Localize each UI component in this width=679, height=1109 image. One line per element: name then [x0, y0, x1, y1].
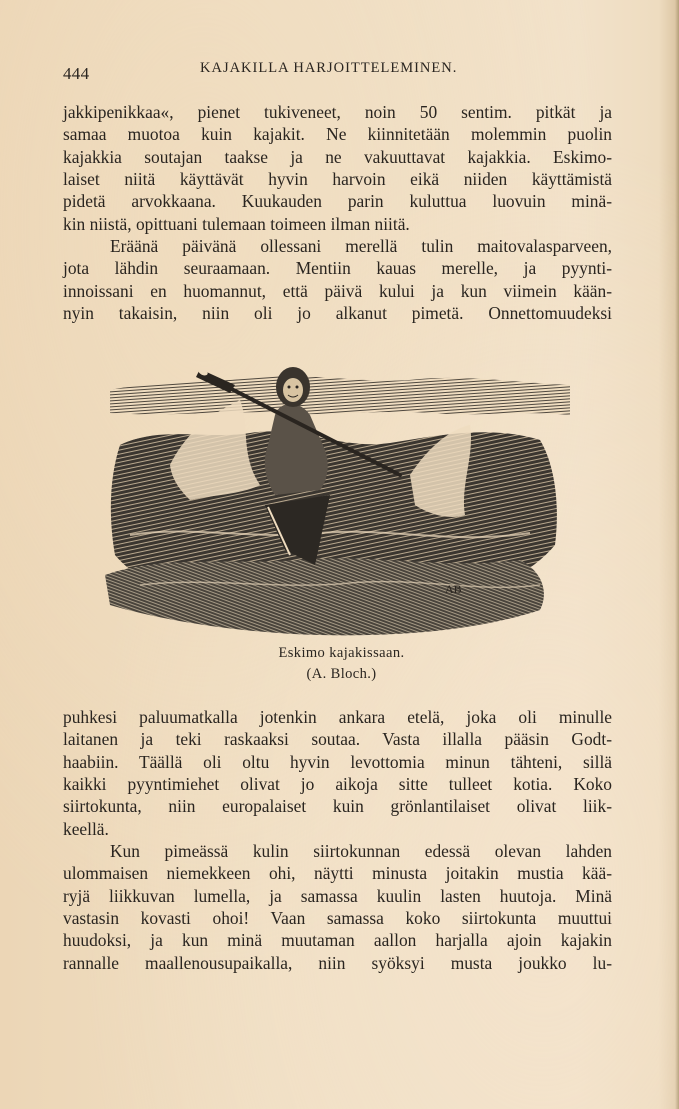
text-line: samaa muotoa kuin kajakit. Ne kiinnitetään molemmin puolin [63, 124, 612, 145]
figure-caption: Eskimo kajakissaan. [278, 645, 405, 661]
text-line: kajakkia soutajan taakse ja ne vakuuttavat kajakkia. Eskimo- [63, 146, 612, 167]
text-line: puhkesi paluumatkalla jotenkin ankara etelä, joka oli minulle [63, 707, 612, 727]
text-line: ulommaisen niemekkeen ohi, näytti minusta joitakin mustia kää- [63, 863, 612, 884]
artist-signature: AB [445, 582, 462, 596]
text-line: kaikki pyyntimiehet olivat jo aikoja sitte tulleet kotia. Koko [63, 774, 612, 795]
text-line: kin niistä, opittuani tulemaan toimeen ilman niitä. [63, 213, 410, 234]
text-line: huudoksi, ja kun minä muutaman aallon harjalla ajoin kajakin [63, 930, 612, 951]
text-line: keellä. [63, 818, 109, 839]
page-edge [675, 0, 679, 1109]
text-line: laiset niitä käyttävät hyvin harvoin eikä niiden käyttämistä [63, 169, 612, 190]
page-number: 444 [63, 64, 90, 83]
text-line: pidetä arvokkaana. Kuukauden parin kuluttua luovuin minä- [63, 191, 612, 212]
paragraph-block-bottom [63, 706, 612, 974]
engraving-image [100, 355, 580, 640]
text-line: laitanen ja teki raskaaksi soutaa. Vasta illalla pääsin Godt- [63, 729, 612, 750]
text-line: jota lähdin seuraamaan. Mentiin kauas merelle, ja pyynti- [63, 258, 612, 279]
text-line: nyin takaisin, niin oli jo alkanut pimetä. Onnettomuudeksi [63, 303, 612, 324]
text-line: rannalle maallenousupaikalla, niin syöksyi musta joukko lu- [63, 952, 612, 973]
running-head [63, 58, 612, 82]
text-line: vastasin kovasti ohoi! Vaan samassa koko siirtokunta muuttui [63, 908, 612, 929]
text-line: ryjä liikkuvan lumella, ja samassa kuulin lasten huutoja. Minä [63, 885, 612, 906]
text-line: jakkipenikkaa«, pienet tukiveneet, noin 50 sentim. pitkät ja [63, 102, 612, 122]
running-title: KAJAKILLA HARJOITTELEMINEN. [200, 60, 458, 76]
kayak-illustration [100, 355, 580, 640]
text-line: Kun pimeässä kulin siirtokunnan edessä olevan lahden [110, 841, 612, 862]
figure-credit: (A. Bloch.) [306, 666, 377, 682]
paragraph-block-top [63, 101, 612, 324]
text-line: haabiin. Täällä oli oltu hyvin levottomia minun tähteni, sillä [63, 751, 612, 772]
text-line: Eräänä päivänä ollessani merellä tulin maitovalasparveen, [110, 236, 612, 257]
text-line: innoissani en huomannut, että päivä kului ja kun viimein kään- [63, 280, 612, 301]
text-line: siirtokunta, niin europalaiset kuin grönlantilaiset olivat liik- [63, 796, 612, 817]
